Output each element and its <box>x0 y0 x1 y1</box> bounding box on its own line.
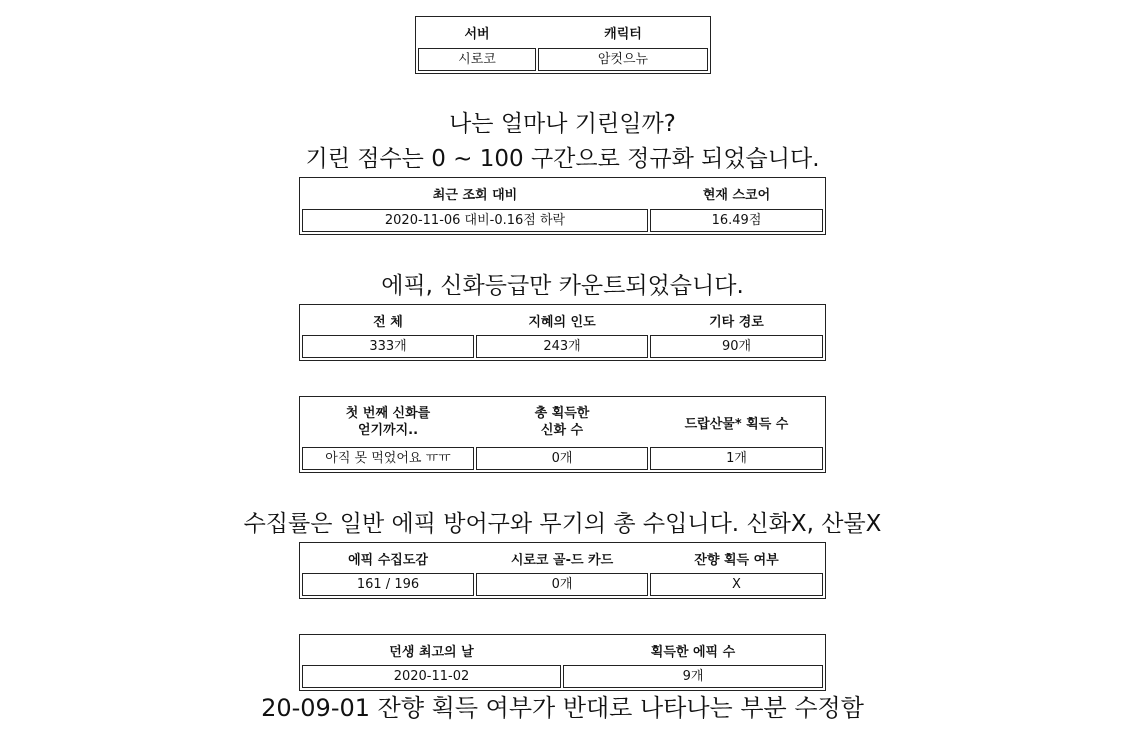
kirin-heading: 나는 얼마나 기린일까? <box>449 111 676 137</box>
wisdom-value: 243개 <box>476 335 648 358</box>
epic-count-value: 9개 <box>563 665 823 688</box>
best-day-header: 던생 최고의 날 <box>389 644 474 660</box>
gold-card-header: 시로코 골-드 카드 <box>510 552 614 568</box>
first-myth-value: 아직 못 먹었어요 ㅠㅠ <box>302 447 474 470</box>
kirin-score-table <box>299 177 826 235</box>
total-header: 전 체 <box>373 314 403 330</box>
recent-compare-value: 2020-11-06 대비-0.16점 하락 <box>302 209 648 232</box>
server-value: 시로코 <box>418 48 536 71</box>
wisdom-header: 지혜의 인도 <box>528 314 596 330</box>
other-route-header: 기타 경로 <box>709 314 764 330</box>
myth-table <box>299 396 826 473</box>
current-score-value: 16.49점 <box>650 209 823 232</box>
current-score-header: 현재 스코어 <box>702 188 771 203</box>
epic-count-header: 획득한 에픽 수 <box>650 644 736 660</box>
total-value: 333개 <box>302 335 474 358</box>
first-myth-header: 첫 번째 신화를 얻기까지.. <box>345 406 431 438</box>
best-day-table <box>299 634 826 691</box>
character-header: 캐릭터 <box>604 27 642 42</box>
server-table <box>415 16 711 74</box>
drop-item-value: 1개 <box>650 447 823 470</box>
other-route-value: 90개 <box>650 335 823 358</box>
footer-note: 20-09-01 잔향 획득 여부가 반대로 나타나는 부분 수정함 <box>261 694 864 722</box>
kirin-subheading: 기린 점수는 0 ~ 100 구간으로 정규화 되었습니다. <box>305 146 820 172</box>
total-myth-value: 0개 <box>476 447 648 470</box>
echo-header: 잔향 획득 여부 <box>694 552 779 568</box>
collection-table <box>299 542 826 599</box>
epic-collection-header: 에픽 수집도감 <box>348 552 428 568</box>
gold-card-value: 0개 <box>476 573 648 596</box>
echo-value: X <box>650 573 823 596</box>
count-heading: 에픽, 신화등급만 카운트되었습니다. <box>381 273 744 299</box>
epic-count-table <box>299 304 826 361</box>
recent-compare-header: 최근 조회 대비 <box>432 188 518 203</box>
collection-heading: 수집률은 일반 에픽 방어구와 무기의 총 수입니다. 신화X, 산물X <box>243 511 882 537</box>
character-value: 암컷으뉴 <box>538 48 708 71</box>
server-header: 서버 <box>464 27 490 42</box>
best-day-value: 2020-11-02 <box>302 665 561 688</box>
total-myth-header: 총 획득한 신화 수 <box>534 406 590 438</box>
drop-item-header: 드랍산물* 획득 수 <box>684 416 789 432</box>
epic-collection-value: 161 / 196 <box>302 573 474 596</box>
